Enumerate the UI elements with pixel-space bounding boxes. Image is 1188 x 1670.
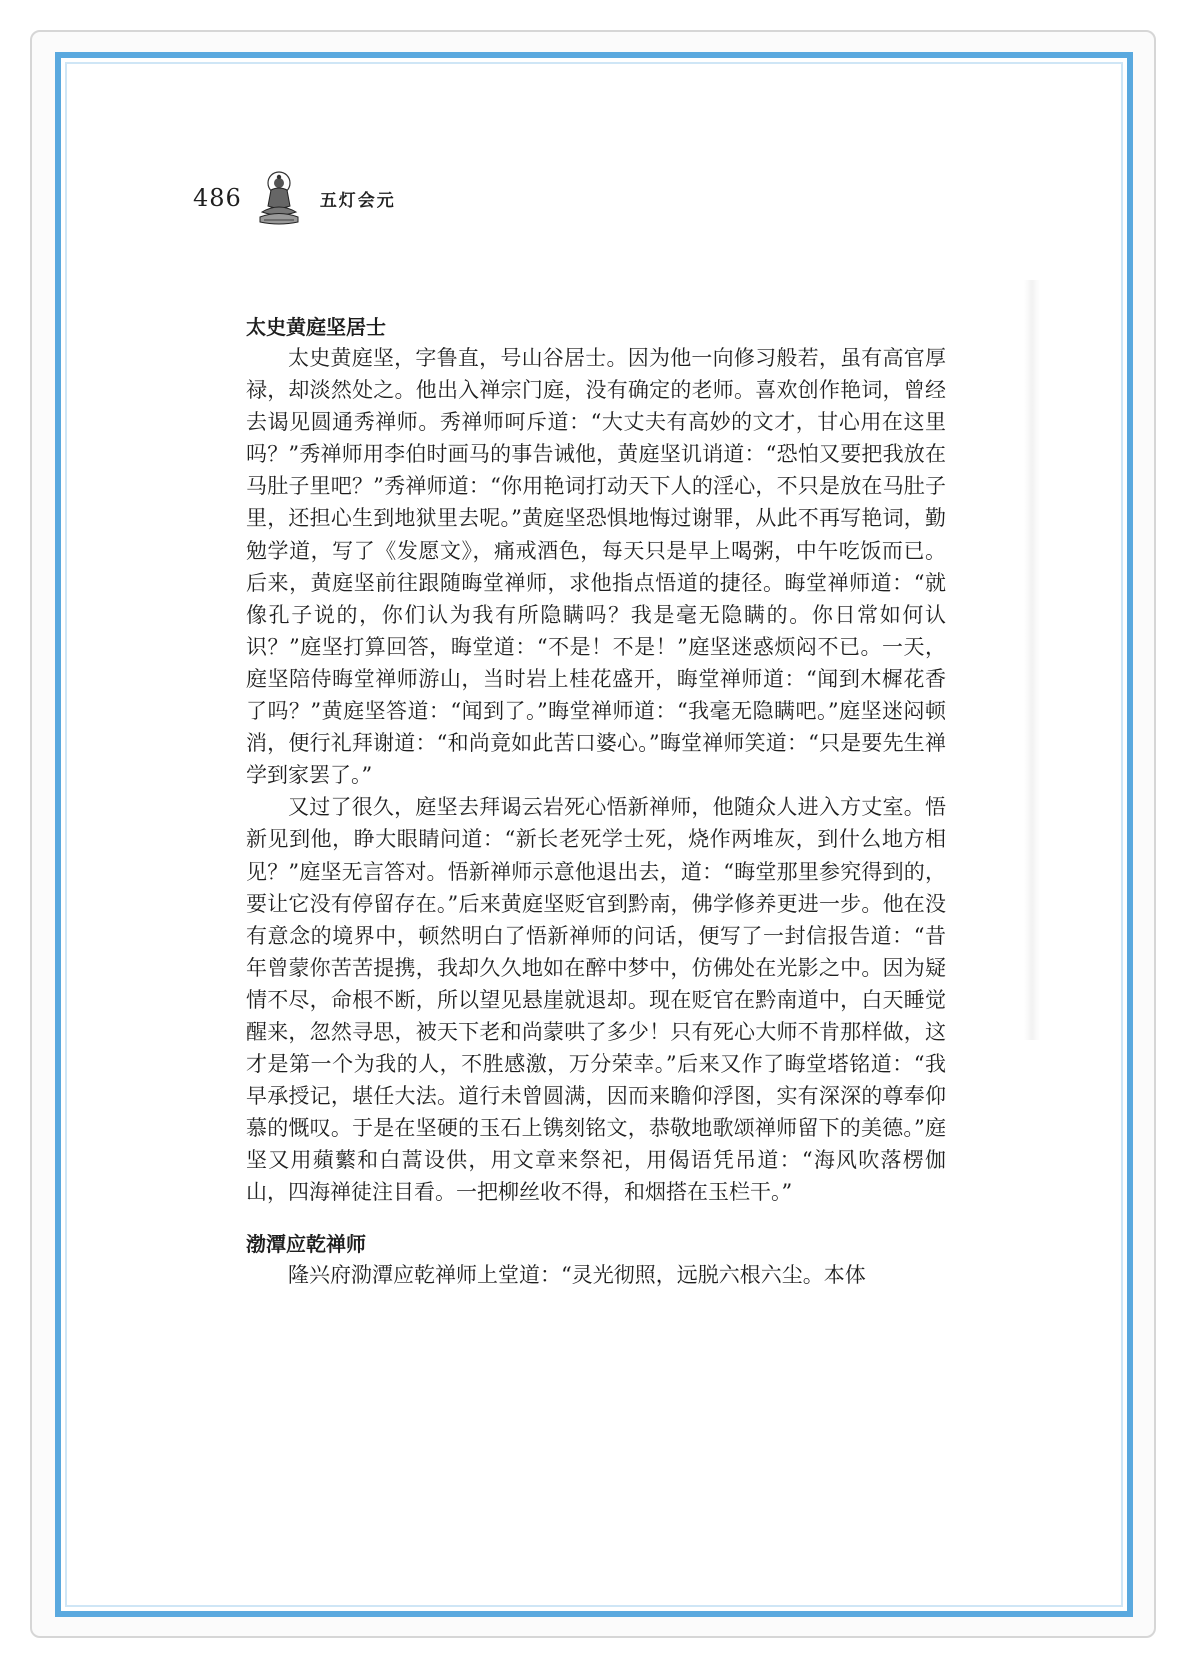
paragraph: 又过了很久，庭坚去拜谒云岩死心悟新禅师，他随众人进入方丈室。悟新见到他，睁大眼睛问道：“新长老死学士死，烧作两堆灰，到什么地方相见？”庭坚无言答对。悟新禅师示意他退出去，道：“晦堂那里参究得到的，要让它没有停留存在。”后来黄庭坚贬官到黔南，佛学修养更进一步。他在没有意念的境界中，顿然明白了悟新禅师的问话，便写了一封信报告道：“昔年曾蒙你苦苦提携，我却久久地如在醉中梦中，仿佛处在光影之中。因为疑情不尽，命根不断，所以望见悬崖就退却。现在贬官在黔南道中，白天睡觉醒来，忽然寻思，被天下老和尚蒙哄了多少！只有死心大师不肯那样做，这才是第一个为我的人，不胜感激，万分荣幸。”后来又作了晦堂塔铭道：“我早承授记，堪任大法。道行未曾圆满，因而来瞻仰浮图，实有深深的尊奉仰慕的慨叹。于是在坚硬的玉石上镌刻铭文，恭敬地歌颂禅师留下的美德。”庭坚又用蘋蘩和白蒿设供，用文章来祭祀，用偈语凭吊道：“海风吹落楞伽山，四海禅徒注目看。一把柳丝收不得，和烟搭在玉栏干。” bbox=[246, 795, 946, 1205]
book-title: 五灯会元 bbox=[319, 190, 396, 211]
page-body bbox=[246, 312, 946, 1291]
page-number: 486 bbox=[193, 184, 242, 212]
running-header bbox=[193, 168, 396, 228]
section-title: 渤潭应乾禅师 bbox=[246, 1231, 366, 1256]
page-fold-shadow bbox=[1024, 280, 1040, 1040]
paragraph: 太史黄庭坚，字鲁直，号山谷居士。因为他一向修习般若，虽有高官厚禄，却淡然处之。他出入禅宗门庭，没有确定的老师。喜欢创作艳词，曾经去谒见圆通秀禅师。秀禅师呵斥道：“大丈夫有高妙的文才，甘心用在这里吗？”秀禅师用李伯时画马的事告诫他，黄庭坚讥诮道：“恐怕又要把我放在马肚子里吧？”秀禅师道：“你用艳词打动天下人的淫心，不只是放在马肚子里，还担心生到地狱里去呢。”黄庭坚恐惧地悔过谢罪，从此不再写艳词，勤勉学道，写了《发愿文》，痛戒酒色，每天只是早上喝粥，中午吃饭而已。后来，黄庭坚前往跟随晦堂禅师，求他指点悟道的捷径。晦堂禅师道：“就像孔子说的，你们认为我有所隐瞒吗？我是毫无隐瞒的。你日常如何认识？”庭坚打算回答，晦堂道：“不是！不是！”庭坚迷惑烦闷不已。一天，庭坚陪侍晦堂禅师游山，当时岩上桂花盛开，晦堂禅师道：“闻到木樨花香了吗？”黄庭坚答道：“闻到了。”晦堂禅师道：“我毫无隐瞒吧。”庭坚迷闷顿消，便行礼拜谢道：“和尚竟如此苦口婆心。”晦堂禅师笑道：“只是要先生禅学到家罢了。” bbox=[246, 346, 946, 788]
seated-buddha-icon bbox=[256, 170, 302, 226]
paragraph: 隆兴府泐潭应乾禅师上堂道：“灵光彻照，远脱六根六尘。本体 bbox=[288, 1262, 866, 1287]
section-title: 太史黄庭坚居士 bbox=[246, 315, 386, 339]
